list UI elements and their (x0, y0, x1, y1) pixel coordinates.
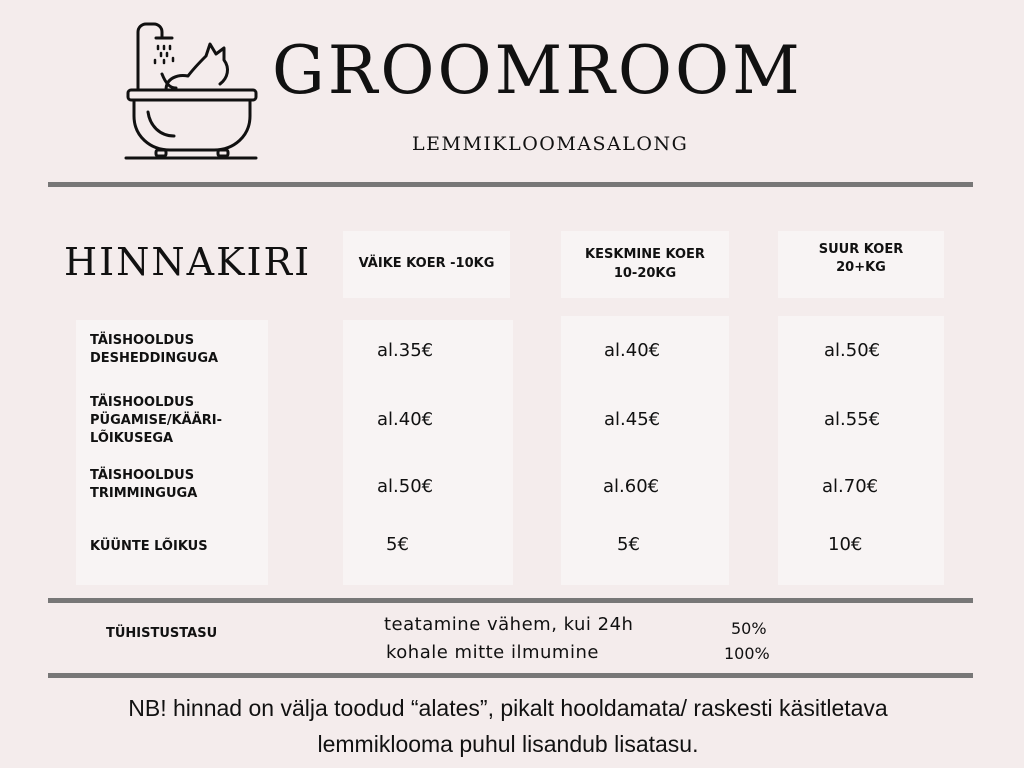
price-cell: al.40€ (604, 340, 661, 361)
brand-name: GROOMROOM (272, 32, 803, 109)
divider (48, 673, 973, 678)
price-cell: al.35€ (377, 340, 434, 361)
column-header-large-dog (778, 231, 944, 298)
service-line: TÄISHOOLDUS (90, 395, 195, 410)
service-line: PÜGAMISE/KÄÄRI- (90, 413, 223, 429)
cancellation-condition: kohale mitte ilmumine (386, 642, 599, 663)
column-header-line: VÄIKE KOER -10KG (358, 256, 495, 272)
cancellation-fee: 100% (724, 644, 770, 663)
service-line: LÕIKUSEGA (90, 431, 174, 447)
price-cell: al.70€ (822, 476, 879, 497)
column-header-line: 20+KG (836, 260, 886, 276)
bathtub-cat-icon (124, 18, 260, 160)
divider (48, 182, 973, 187)
service-line: TRIMMINGUGA (90, 486, 198, 502)
column-header-medium-dog (561, 231, 729, 298)
service-scissor-cut (90, 394, 265, 449)
price-cell: al.40€ (377, 409, 434, 430)
cancellation-label: TÜHISTUSTASU (106, 626, 218, 641)
price-cell: al.50€ (377, 476, 434, 497)
column-header-line: 10-20KG (613, 265, 677, 281)
service-line: KÜÜNTE LÕIKUS (90, 539, 208, 554)
price-cell: al.50€ (824, 340, 881, 361)
price-cell: 5€ (386, 534, 409, 555)
column-header-line: KESKMINE KOER (585, 247, 705, 263)
service-line: DESHEDDINGUGA (90, 351, 219, 367)
service-line: TÄISHOOLDUS (90, 468, 195, 483)
column-header-line: SUUR KOER (818, 242, 904, 257)
service-nail-trim (90, 538, 265, 556)
price-cell: al.45€ (604, 409, 661, 430)
service-trimming (90, 467, 265, 503)
price-cell: al.60€ (603, 476, 660, 497)
cancellation-fee: 50% (731, 619, 767, 638)
cancellation-condition: teatamine vähem, kui 24h (384, 614, 634, 635)
note-line: NB! hinnad on välja toodud “alates”, pikalt hooldamata/ raskesti käsitletava (128, 695, 888, 721)
price-note (28, 690, 988, 762)
brand-tagline: LEMMIKLOOMASALONG (412, 133, 689, 155)
price-cell: al.55€ (824, 409, 881, 430)
price-cell: 5€ (617, 534, 640, 555)
pricelist-title: HINNAKIRI (64, 240, 312, 284)
note-line: lemmiklooma puhul lisandub lisatasu. (317, 731, 699, 757)
divider (48, 598, 973, 603)
column-header-small-dog (343, 231, 510, 298)
service-line: TÄISHOOLDUS (90, 333, 195, 348)
service-deshedding (90, 332, 265, 368)
price-cell: 10€ (828, 534, 863, 555)
